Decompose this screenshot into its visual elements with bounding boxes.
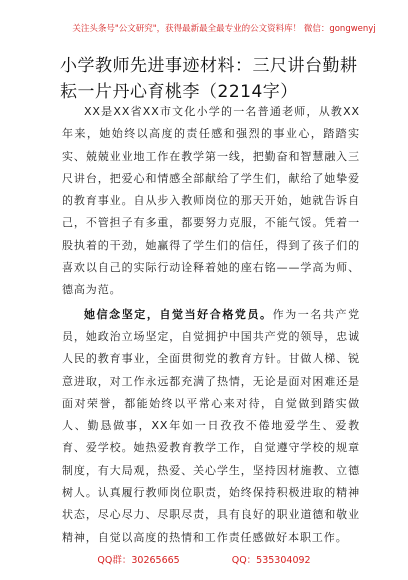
promo-banner [0,0,408,38]
promo-banner-text: 关注头条号"公文研究"，获得最新最全最专业的公文资料库！ 微信：gongwenyj [72,24,376,34]
paragraph-lead-heading: 她信念坚定，自觉当好合格党员。 [84,307,273,321]
document-body [62,101,360,549]
document-title: 小学教师先进事迹材料：三尺讲台勤耕耘一片丹心育桃李（2214字） [60,56,358,102]
paragraph-intro: XX是XX省XX市文化小学的一名普通老师，从教XX年来，她始终以高度的责任感和强烈的事业心，踏踏实实、兢兢业业地工作在教学第一线，把勤奋和智慧融入三尺讲台，把爱心和情感全部献给了学生们，献给了她挚爱的教育事业。自从步入教师岗位的那天开始，她就告诉自己，不管担子有多重，都要努力克服，不能气馁。凭着一股执着的干劲，她赢得了学生们的信任，得到了孩子们的喜欢以自己的实际行动诠释着她的座右铭——学高为师、德高为范。 [62,105,360,297]
contact-footer [0,552,408,572]
qq-number-text: QQ：535304092 [231,555,311,566]
paragraph-party-member [62,304,360,549]
qq-group-text: QQ群：30265665 [97,555,180,566]
paragraph-body-text: 作为一名共产党员，她政治立场坚定，自觉拥护中国共产党的领导，忠诚人民的教育事业，全面贯彻党的教育方针。甘做人梯、锐意进取，对工作永远都充满了热情，无论是面对困难还是面对荣誉，都能始终以平常心来对待，自觉做到踏实做人、勤恳做事，XX年如一日孜孜不倦地爱学生、爱教育、爱学校。她热爱教育教学工作，自觉遵守学校的规章制度，有大局观，热爱、关心学生，坚持因材施教、立德树人。认真履行教师岗位职责，始终保持积极进取的精神状态，尽心尽力、尽职尽责，具有良好的职业道德和敬业精神，自觉以高度的热情和工作责任感做好本职工作。 [62,307,360,544]
